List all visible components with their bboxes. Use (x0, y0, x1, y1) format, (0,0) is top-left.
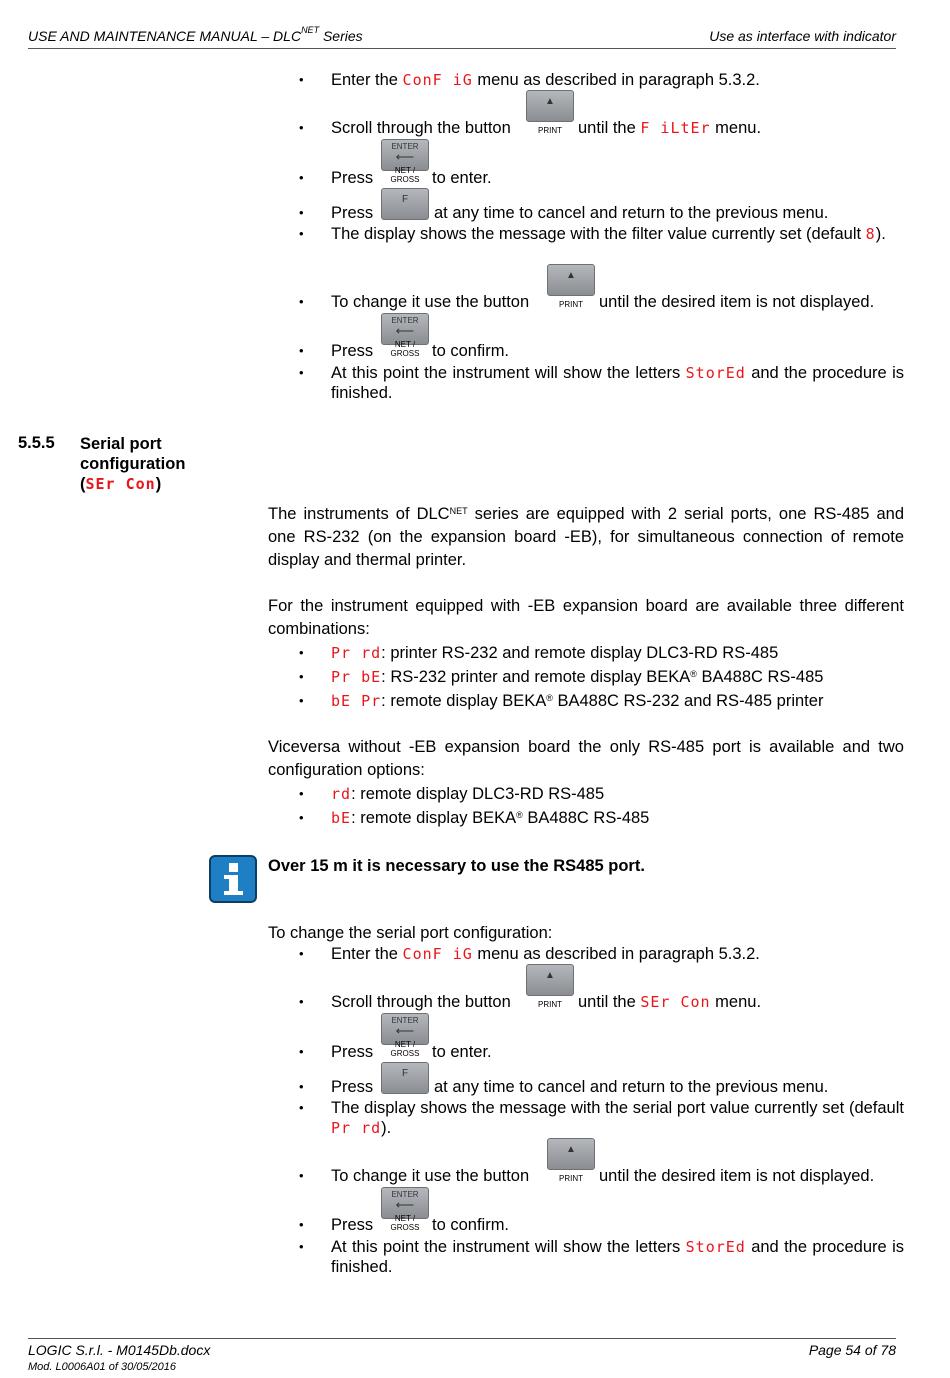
display-pr-rd: Pr rd (331, 1119, 382, 1137)
list-item: • bE: remote display BEKA® BA488C RS-485 (299, 809, 650, 827)
list-item: • rd: remote display DLC3-RD RS-485 (299, 785, 605, 803)
paragraph: To change the serial port configuration: (268, 924, 553, 942)
f-key-icon: F (381, 188, 429, 220)
list-item: • At this point the instrument will show the letters StorEd and the procedure is finished. (299, 364, 904, 402)
page-header (28, 25, 896, 49)
print-key-icon: ▲ PRINT (547, 264, 595, 296)
list-item: • To change it use the button until the desired item is not displayed. (299, 1167, 875, 1185)
f-key-icon: F (381, 1062, 429, 1094)
page-footer (28, 1338, 896, 1373)
display-default-filter: 8 (865, 225, 876, 243)
list-item: • Press at any time to cancel and return to the previous menu. (299, 1078, 829, 1096)
enter-key-icon: ENTER ⟵ NET / GROSS (381, 139, 429, 171)
info-note: Over 15 m it is necessary to use the RS485 port. (268, 857, 645, 875)
list-item: • Press to confirm. (299, 1216, 510, 1234)
list-item: • Press at any time to cancel and return to the previous menu. (299, 204, 829, 222)
list-item: • Pr rd: printer RS-232 and remote display DLC3-RD RS-485 (299, 644, 779, 662)
display-rd: rd (331, 785, 352, 803)
header-section-title: Use as interface with indicator (709, 28, 896, 44)
paragraph: For the instrument equipped with -EB expansion board are available three different combinations: (268, 597, 904, 638)
display-config: ConF iG (402, 945, 473, 963)
print-key-icon: ▲ PRINT (526, 90, 574, 122)
list-item: • Press to enter. (299, 169, 492, 187)
display-pr-rd: Pr rd (331, 644, 382, 662)
list-item: • Enter the ConF iG menu as described in paragraph 5.3.2. (299, 71, 760, 89)
enter-key-icon: ENTER ⟵ NET / GROSS (381, 313, 429, 345)
list-item: • Pr bE: RS-232 printer and remote display BEKA® BA488C RS-485 (299, 668, 824, 686)
enter-key-icon: ENTER ⟵ NET / GROSS (381, 1013, 429, 1045)
paragraph: The instruments of $DLC^{NET}$ series are equipped with 2 serial ports, one RS-485 and one RS-232 (on the expansion board -EB), for simultaneous connection of remote display and thermal printer. (268, 505, 904, 569)
header-manual-title: USE AND MAINTENANCE MANUAL – $DLC^{NET}$ Series (28, 25, 363, 44)
display-pr-be: Pr bE (331, 668, 382, 686)
display-filter: F iLtEr (640, 119, 711, 137)
footer-page-number: Page 54 of 78 (808, 1342, 896, 1358)
footer-document-name: LOGIC S.r.l. - M0145Db.docx (28, 1342, 211, 1358)
section-title: Serial port configuration (SEr Con) (80, 435, 186, 493)
list-item: • bE Pr: remote display BEKA® BA488C RS-232 and RS-485 printer (299, 692, 824, 710)
enter-key-icon: ENTER ⟵ NET / GROSS (381, 1187, 429, 1219)
display-ser-con: SEr Con (85, 475, 156, 493)
list-item: • The display shows the message with the serial port value currently set (default Pr rd). (299, 1099, 904, 1137)
list-item: • At this point the instrument will show the letters StorEd and the procedure is finished. (299, 1238, 904, 1276)
display-ser-con: SEr Con (640, 993, 711, 1011)
display-be: bE (331, 809, 352, 827)
section-number: 5.5.5 (18, 434, 55, 452)
paragraph: Viceversa without -EB expansion board the only RS-485 port is available and two configuration options: (268, 738, 904, 779)
list-item: • The display shows the message with the filter value currently set (default 8). (299, 225, 886, 243)
list-item: • Press to confirm. (299, 342, 510, 360)
list-item: • Scroll through the button until the F iLtEr menu. (299, 119, 762, 137)
list-item: • Press to enter. (299, 1043, 492, 1061)
info-icon (209, 855, 257, 903)
display-stored: StorEd (685, 1238, 746, 1256)
display-be-pr: bE Pr (331, 692, 382, 710)
display-stored: StorEd (685, 364, 746, 382)
print-key-icon: ▲ PRINT (526, 964, 574, 996)
list-item: • Scroll through the button until the SEr Con menu. (299, 993, 762, 1011)
list-item: • Enter the ConF iG menu as described in paragraph 5.3.2. (299, 945, 760, 963)
print-key-icon: ▲ PRINT (547, 1138, 595, 1170)
display-config: ConF iG (402, 71, 473, 89)
footer-module-ref: Mod. L0006A01 of 30/05/2016 (28, 1361, 177, 1373)
list-item: • To change it use the button until the desired item is not displayed. (299, 293, 875, 311)
